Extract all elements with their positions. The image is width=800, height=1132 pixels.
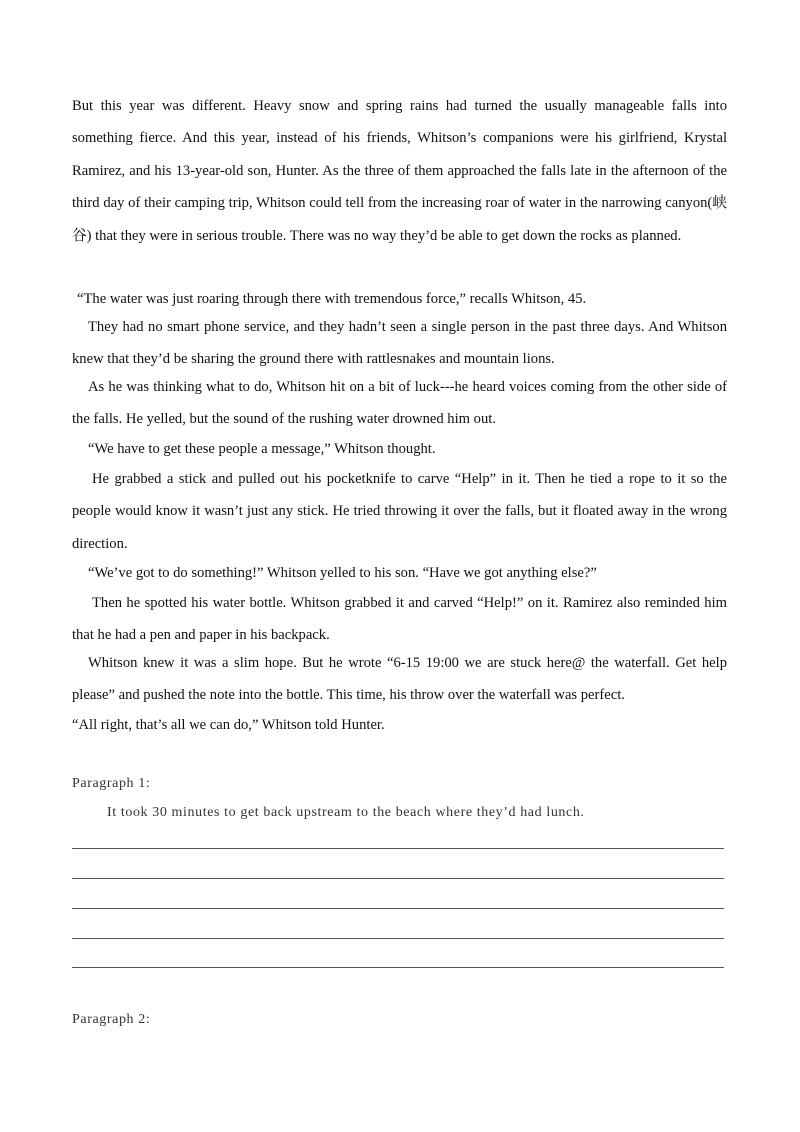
story-paragraph-5: “We have to get these people a message,” Whitson thought. <box>88 441 436 457</box>
answer-line <box>72 938 724 939</box>
answer-line <box>72 848 724 849</box>
story-paragraph-10: “All right, that’s all we can do,” Whitson told Hunter. <box>72 717 385 733</box>
story-paragraph-8: Then he spotted his water bottle. Whitson grabbed it and carved “Help!” on it. Ramirez also reminded him that he had a pen and paper in his backpack. <box>72 595 727 644</box>
story-paragraph-7: “We’ve got to do something!” Whitson yelled to his son. “Have we got anything else?” <box>88 565 597 581</box>
answer-line <box>72 908 724 909</box>
paragraph-2-label: Paragraph 2: <box>72 1012 151 1027</box>
answer-line <box>72 878 724 879</box>
story-paragraph-2: “The water was just roaring through there with tremendous force,” recalls Whitson, 45. <box>77 291 587 307</box>
story-paragraph-4: As he was thinking what to do, Whitson hit on a bit of luck---he heard voices coming from the other side of the falls. He yelled, but the sound of the rushing water drowned him out. <box>72 379 727 428</box>
story-paragraph-3: They had no smart phone service, and they hadn’t seen a single person in the past three days. And Whitson knew that they’d be sharing the ground there with rattlesnakes and mountain lions. <box>72 319 727 368</box>
paragraph-1-prompt: It took 30 minutes to get back upstream to the beach where they’d had lunch. <box>107 805 585 820</box>
paragraph-1-label: Paragraph 1: <box>72 776 151 791</box>
story-paragraph-9: Whitson knew it was a slim hope. But he wrote “6-15 19:00 we are stuck here@ the waterfall. Get help please” and pushed the note into the bottle. This time, his throw over the waterfall was perfect. <box>72 655 727 704</box>
story-paragraph-6: He grabbed a stick and pulled out his pocketknife to carve “Help” in it. Then he tied a rope to it so the people would know it wasn’t just any stick. He tried throwing it over the falls, but it floated away in the wrong direction. <box>72 471 727 552</box>
answer-line <box>72 967 724 968</box>
story-paragraph-1: But this year was different. Heavy snow and spring rains had turned the usually manageable falls into something fierce. And this year, instead of his friends, Whitson’s companions were his girlfriend, Krystal Ramirez, and his 13-year-old son, Hunter. As the three of them approached the falls late in the afternoon of the third day of their camping trip, Whitson could tell from the increasing roar of water in the narrowing canyon(峡谷) that they were in serious trouble. There was no way they’d be able to get down the rocks as planned. <box>72 98 727 244</box>
